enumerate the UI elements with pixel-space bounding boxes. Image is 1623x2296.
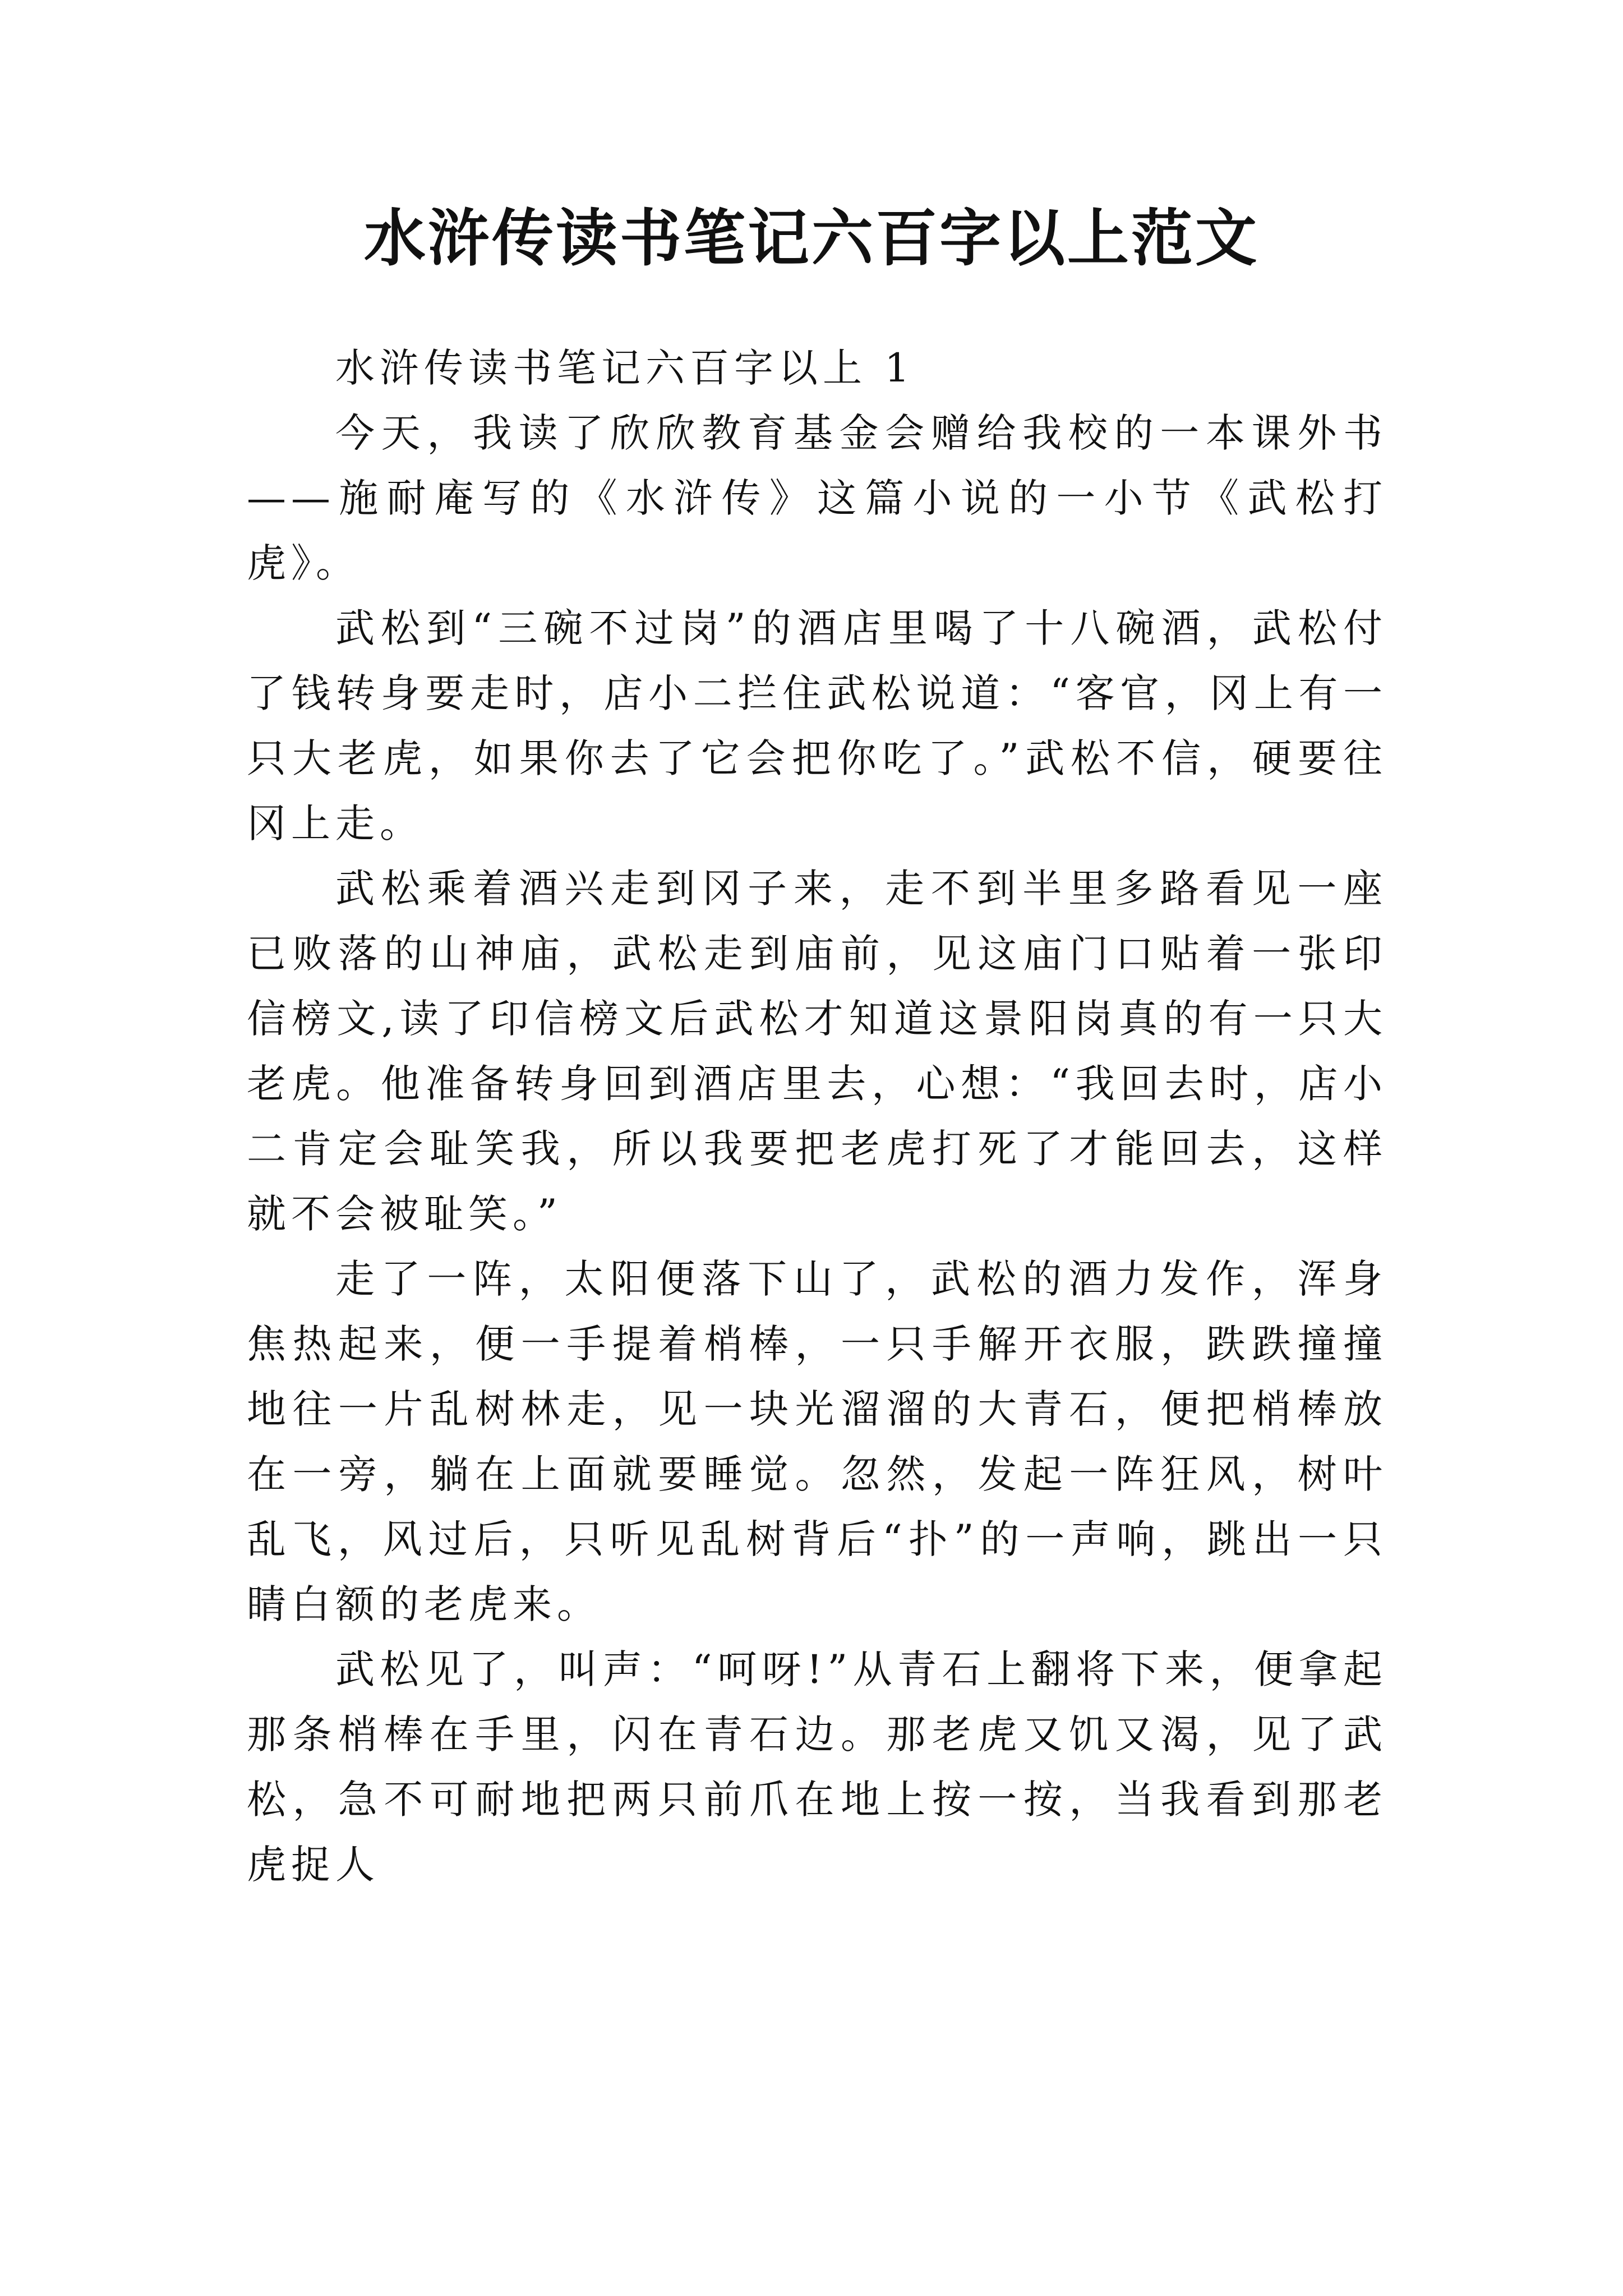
section-heading: 水浒传读书笔记六百字以上 1: [335, 345, 915, 391]
paragraph: 武松见了，叫声：“呵呀!”从青石上翻将下来，便拿起那条梢棒在手里，闪在青石边。那老虎又饥又渴，见了武松，急不可耐地把两只前爪在地上按一按，当我看到那老虎捉人: [247, 1646, 1387, 1888]
paragraph: 武松乘着酒兴走到冈子来，走不到半里多路看见一座已败落的山神庙，武松走到庙前，见这庙门口贴着一张印信榜文,读了印信榜文后武松才知道这景阳岗真的有一只大老虎。他准备转身回到酒店里去，心想：“我回去时，店小二肯定会耻笑我，所以我要把老虎打死了才能回去，这样就不会被耻笑。”: [247, 866, 1387, 1237]
paragraph: 武松到“三碗不过岗”的酒店里喝了十八碗酒，武松付了钱转身要走时，店小二拦住武松说道：“客官，冈上有一只大老虎，如果你去了它会把你吃了。”武松不信，硬要往冈上走。: [247, 605, 1387, 846]
document-title: 水浒传读书笔记六百字以上范文: [364, 202, 1259, 274]
document-body: [247, 335, 1387, 1897]
paragraph: 今天，我读了欣欣教育基金会赠给我校的一本课外书——施耐庵写的《水浒传》这篇小说的一小节《武松打虎》。: [247, 410, 1387, 586]
paragraph: 走了一阵，太阳便落下山了，武松的酒力发作，浑身焦热起来，便一手提着梢棒，一只手解开衣服，跌跌撞撞地往一片乱树林走，见一块光溜溜的大青石，便把梢棒放在一旁，躺在上面就要睡觉。忽然，发起一阵狂风，树叶乱飞，风过后，只听见乱树背后“扑”的一声响，跳出一只睛白额的老虎来。: [247, 1256, 1387, 1627]
